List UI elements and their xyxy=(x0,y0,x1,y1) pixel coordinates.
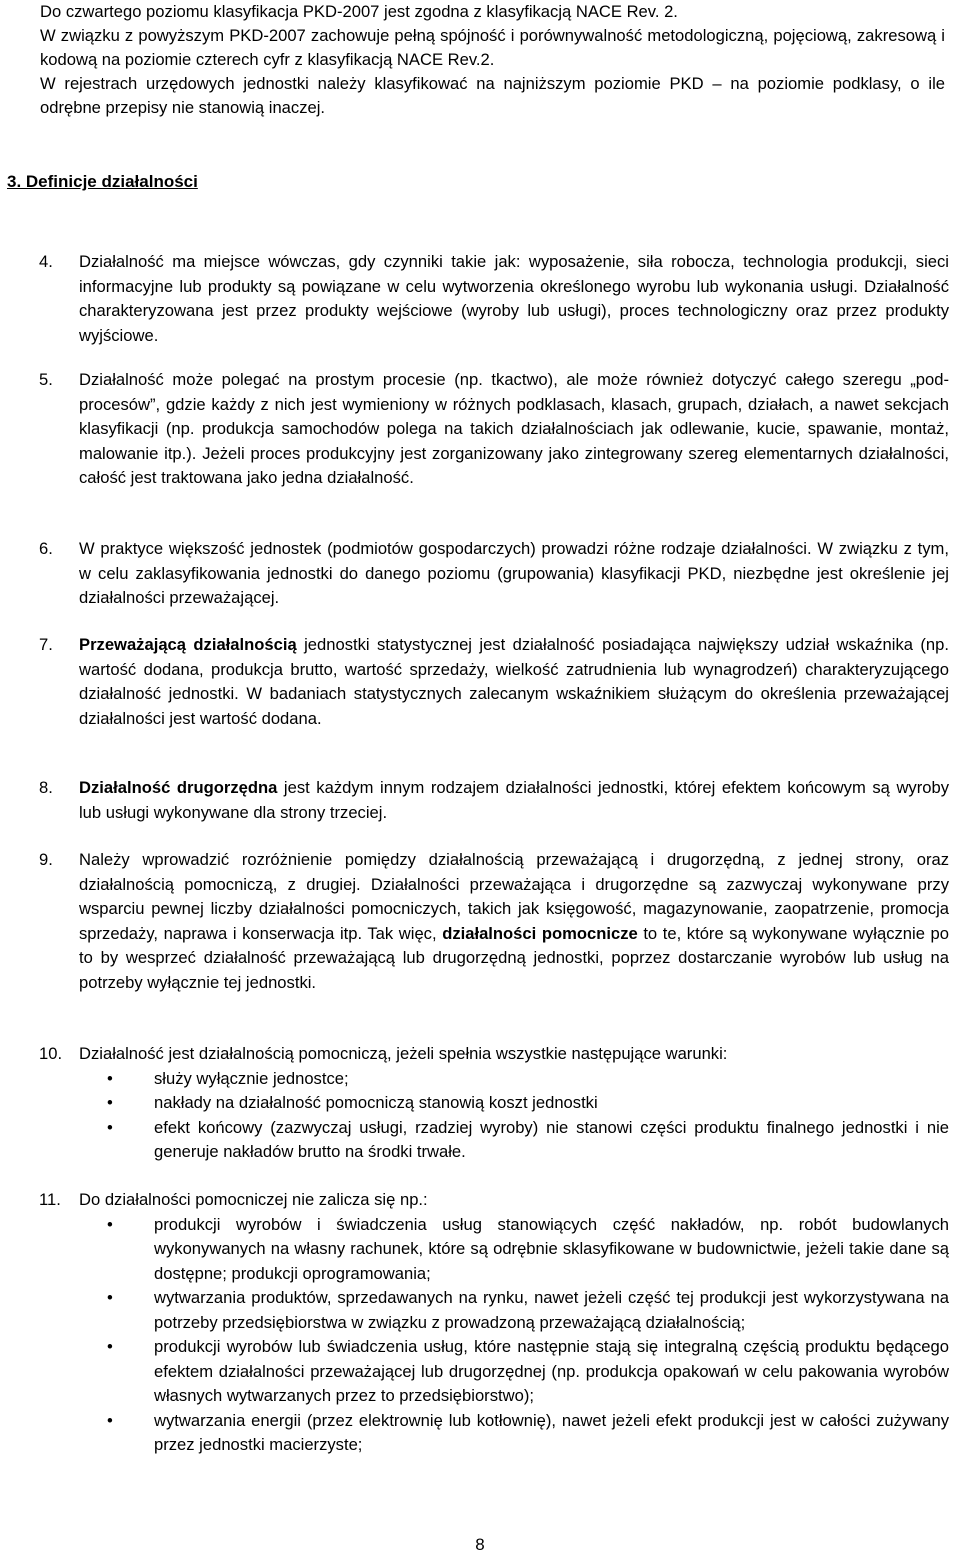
bullet-icon: • xyxy=(107,1337,113,1356)
item-text-a: Należy wprowadzić rozróżnienie pomiędzy działalnością przeważającą i drugorzędną, z jednej strony, oraz działalnością pomocniczą, z drugiej. Działalności przeważająca i drugorzędne są zazwyczaj wykonywane przy wsparciu pewnej liczby działalności pomocniczych, takich jak księgowość, magazynowanie, zaopatrzenie, promocja sprzedaży, naprawa i konserwacja itp. Tak więc, xyxy=(79,850,949,943)
item-text xyxy=(79,848,949,995)
list-item: • wytwarzania energii (przez elektrownię lub kotłownię), nawet jeżeli efekt produkcji jest w całości zużywany przez jednostki macierzyste; xyxy=(107,1410,949,1454)
list-item: • produkcji wyrobów lub świadczenia usług, które następnie stają się integralną częścią produktu będącego efektem działalności przeważającej lub drugorzędnej (np. produkcja opakowań w celu pakowania wyrobów własnych wytwarzanych przez to przedsiębiorstwo); xyxy=(107,1337,949,1405)
item-text: Działalność może polegać na prostym procesie (np. tkactwo), ale może również dotyczyć całego szeregu „pod-procesów”, gdzie każdy z nich jest wymieniony w różnych podklasach, klasach, grupach, działach, a nawet sekcjach klasyfikacji (np. produkcja samochodów polega na takich działalnościach jak odlewanie, kucie, spawanie, montaż, malowanie itp.). Jeżeli proces produkcyjny jest zorganizowany jako zintegrowany szereg elementarnych działalności, całość jest traktowana jako jedna działalność. xyxy=(79,370,949,487)
item-10 xyxy=(39,1042,949,1165)
item-number: 11. xyxy=(39,1190,61,1209)
item-text: W praktyce większość jednostek (podmiotów gospodarczych) prowadzi różne rodzaje działalności. W związku z tym, w celu zaklasyfikowania jednostki do danego poziomu (grupowania) klasyfikacji PKD, niezbędne jest określenie jej działalności przeważającej. xyxy=(79,539,949,607)
bold-term: działalności pomocnicze xyxy=(442,923,638,943)
intro-line-3: W rejestrach urzędowych jednostki należy klasyfikować na najniższym poziomie PKD – na poziomie podklasy, o ile odrębne przepisy nie stanowią inaczej. xyxy=(40,74,945,117)
intro-line-2: W związku z powyższym PKD-2007 zachowuje pełną spójność i porównywalność metodologiczną, pojęciową, zakresową i kodową na poziomie czterech cyfr z klasyfikacją NACE Rev.2. xyxy=(40,26,945,69)
bullet-icon: • xyxy=(107,1068,113,1088)
intro-line-1: Do czwartego poziomu klasyfikacja PKD-2007 jest zgodna z klasyfikacją NACE Rev. 2. xyxy=(40,2,678,21)
item-text xyxy=(79,633,949,731)
item-6 xyxy=(39,537,949,611)
section-heading: 3. Definicje działalności xyxy=(7,172,198,191)
item-text-b: to te, które są wykonywane wyłącznie po to by wesprzeć działalność przeważającą lub drugorzędną jednostki, poprzez dostarczanie wyrobów lub usług na potrzeby wyłącznie tej jednostki. xyxy=(79,923,949,992)
bullet-list xyxy=(79,1067,949,1165)
item-text xyxy=(79,776,949,825)
item-number: 4. xyxy=(39,252,53,271)
item-9 xyxy=(39,848,949,995)
item-number: 5. xyxy=(39,370,53,389)
item-5 xyxy=(39,368,949,491)
bold-term: Przeważającą działalnością xyxy=(79,635,297,654)
item-number: 6. xyxy=(39,539,53,558)
list-item: • produkcji wyrobów i świadczenia usług stanowiących część nakładów, np. robót budowlanych wykonywanych na własny rachunek, które są odrębnie sklasyfikowane w budownictwie, jeżeli takie dane są dostępne; produkcji oprogramowania; xyxy=(107,1214,949,1283)
item-text: Działalność jest działalnością pomocniczą, jeżeli spełnia wszystkie następujące warunki: xyxy=(79,1044,728,1063)
list-item: • wytwarzania produktów, sprzedawanych na rynku, nawet jeżeli część tej produkcji jest wykorzystywana na potrzeby przedsiębiorstwa w związku z prowadzoną przeważającą działalnością; xyxy=(107,1288,949,1332)
intro-block-2 xyxy=(40,72,945,120)
item-text-rest: jest każdym innym rodzajem działalności jednostki, której efektem końcowym są wyroby lub usługi wykonywane dla strony trzeciej. xyxy=(79,778,949,822)
item-11 xyxy=(39,1188,949,1458)
item-7 xyxy=(39,633,949,731)
item-number: 8. xyxy=(39,778,53,797)
bullet-list xyxy=(79,1213,949,1458)
item-number: 7. xyxy=(39,635,53,654)
bullet-icon: • xyxy=(107,1117,113,1137)
bullet-icon: • xyxy=(107,1288,113,1307)
list-item: • nakłady na działalność pomocniczą stanowią koszt jednostki xyxy=(79,1091,949,1116)
item-number: 9. xyxy=(39,850,53,869)
item-number: 10. xyxy=(39,1044,63,1063)
item-text: Do działalności pomocniczej nie zalicza się np.: xyxy=(79,1190,428,1209)
list-item: • efekt końcowy (zazwyczaj usługi, rzadziej wyroby) nie stanowi części produktu finalnego jednostki i nie generuje nakładów brutto na środki trwałe. xyxy=(107,1117,949,1161)
intro-block xyxy=(40,0,945,72)
item-text-rest: jednostki statystycznej jest działalność posiadająca największy udział wskaźnika (np. wartość dodana, produkcja brutto, wartość sprzedaży, wielkość zatrudnienia lub wynagrodzeń) charakteryzującego działalność jednostki. W badaniach statystycznych zalecanym wskaźnikiem służącym do określenia przeważającej działalności jest wartość dodana. xyxy=(79,635,949,728)
item-4 xyxy=(39,250,949,348)
bullet-icon: • xyxy=(107,1410,113,1430)
bold-term: Działalność drugorzędna xyxy=(79,778,278,797)
list-item: • służy wyłącznie jednostce; xyxy=(79,1067,949,1092)
bullet-icon: • xyxy=(107,1214,113,1234)
item-text: Działalność ma miejsce wówczas, gdy czynniki takie jak: wyposażenie, siła robocza, technologia produkcji, sieci informacyjne lub produkty są powiązane w celu wytworzenia określonego wyrobu lub wykonania usługi. Działalność charakteryzowana jest przez produkty wejściowe (wyroby lub usługi), proces technologiczny oraz przez produkty wyjściowe. xyxy=(79,252,949,345)
bullet-icon: • xyxy=(107,1093,113,1112)
item-8 xyxy=(39,776,949,825)
page-number: 8 xyxy=(475,1535,485,1554)
